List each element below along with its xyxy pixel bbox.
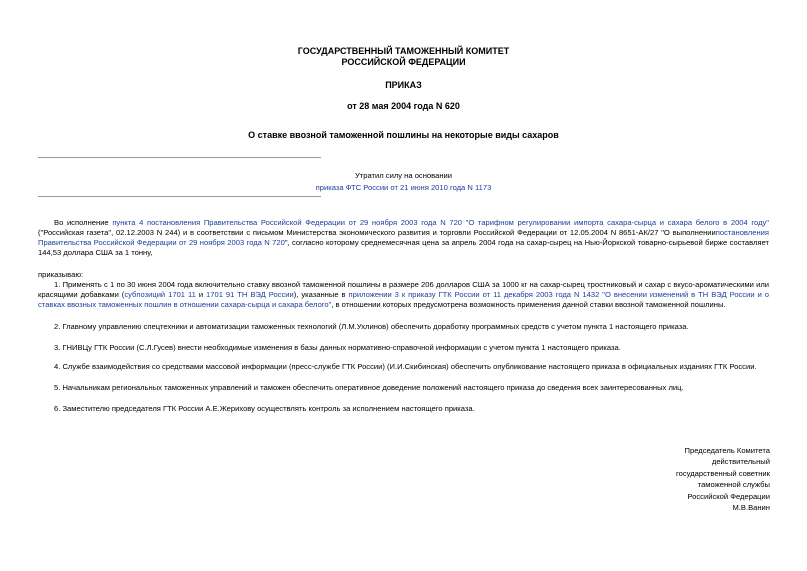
divider-top — [38, 157, 321, 158]
preamble-text-3: ", согласно которому среднемесячная цена за апрель 2004 года на сахар-сырец на Нью-Йоркской товарно-сырьевой бирже составляет 144,53 доллара США за 1 тонну, — [38, 238, 769, 258]
repeal-order-link[interactable]: приказа ФТС России от 21 июня 2010 года N 1173 — [315, 183, 492, 193]
order-word: приказываю: — [38, 270, 84, 279]
order-item-5 — [38, 383, 769, 393]
document-type: ПРИКАЗ — [385, 80, 422, 90]
order-item-1 — [38, 280, 769, 310]
government-decree-link[interactable]: пункта 4 постановления Правительства Российской Федерации от 29 ноября 2003 года N 720 "О тарифном регулировании импорта сахара-сырца и сахара белого в 2004 году" — [112, 218, 769, 227]
item-5-text: 5. Начальникам региональных таможенных управлений и таможен обеспечить оперативное доведение положений настоящего приказа до сведения всех заинтересованных лиц. — [54, 383, 684, 392]
order-item-2 — [38, 322, 769, 332]
document-title: О ставке ввозной таможенной пошлины на некоторые виды сахаров — [248, 130, 559, 140]
item1-text-1: 1. Применять с 1 по 30 июня 2004 года включительно ставку ввозной таможенной пошлины в размере 206 долларов США за 1000 кг на сахар-сырец тростниковый и сахар с вкусо-ароматическими или красящими добавками ( — [38, 280, 769, 300]
preamble-text-2: ("Российская газета", 02.12.2003 N 244) и в соответствии с письмом Министерства экономического развития и торговли Российской Федерации от 12.05.2004 N 8651-АК/27 "О выполнении — [38, 228, 716, 238]
issuing-authority — [0, 46, 807, 69]
signature-line-1: Председатель Комитета — [684, 446, 770, 455]
signature-line-2: действительный — [711, 457, 770, 467]
org-line-1: ГОСУДАРСТВЕННЫЙ ТАМОЖЕННЫЙ КОМИТЕТ — [297, 46, 510, 56]
order-item-6 — [38, 404, 769, 414]
item1-text-2: и — [195, 290, 207, 300]
divider-bottom — [38, 196, 321, 197]
status-note — [0, 170, 807, 194]
item-3-text: 3. ГНИВЦу ГТК России (С.Л.Гусев) внести необходимые изменения в базы данных нормативно-справочной информации с учетом пункта 1 настоящего приказа. — [54, 343, 621, 352]
order-item-4 — [38, 362, 769, 372]
signature-block — [676, 445, 770, 513]
signature-line-3: государственный советник — [676, 468, 770, 478]
preamble-text-1: Во исполнение — [54, 218, 113, 227]
signature-line-4: таможенной службы — [697, 480, 770, 490]
item-2-text: 2. Главному управлению спецтехники и автоматизации таможенных технологий (Л.М.Ухлинов) обеспечить доработку программных средств с учетом пункта 1 настоящего приказа. — [54, 322, 689, 331]
signature-line-5: Российской Федерации — [687, 491, 770, 501]
item1-text-3: ), указанные в — [293, 290, 349, 300]
document-date: от 28 мая 2004 года N 620 — [347, 101, 460, 111]
item-6-text: 6. Заместителю председателя ГТК России А.Е.Жерихову осуществлять контроль за исполнением настоящего приказа. — [54, 404, 475, 413]
gtk-order-1432-link[interactable]: приложении 3 к приказу ГТК России от 11 декабря 2003 года N 1432 "О внесении изменений в ТН ВЭД России и о ставках ввозных таможенных пошлин в отношении сахара-сырца и сахара белого" — [38, 290, 769, 310]
item1-text-4: , в отношении которых предусмотрена возможность применения данной ставки ввозной таможенной пошлины. — [331, 300, 726, 310]
subheading-1701-91-link[interactable]: 1701 91 ТН ВЭД России — [206, 290, 294, 300]
decree-execution-link[interactable]: постановления Правительства Российской Федерации от 29 ноября 2003 года N 720 — [38, 228, 769, 248]
org-line-2: РОССИЙСКОЙ ФЕДЕРАЦИИ — [341, 57, 466, 68]
order-item-3 — [38, 343, 769, 353]
subheading-1701-11-link[interactable]: субпозиций 1701 11 — [124, 290, 196, 300]
item-4-text: 4. Службе взаимодействия со средствами массовой информации (пресс-службе ГТК России) (И.И.Скибинская) обеспечить опубликование настоящего приказа в официальных изданиях ГТК России. — [54, 362, 757, 371]
status-note-text: Утратил силу на основании — [354, 171, 453, 180]
preamble-paragraph — [38, 218, 769, 258]
signatory-name: М.В.Ванин — [732, 502, 770, 512]
